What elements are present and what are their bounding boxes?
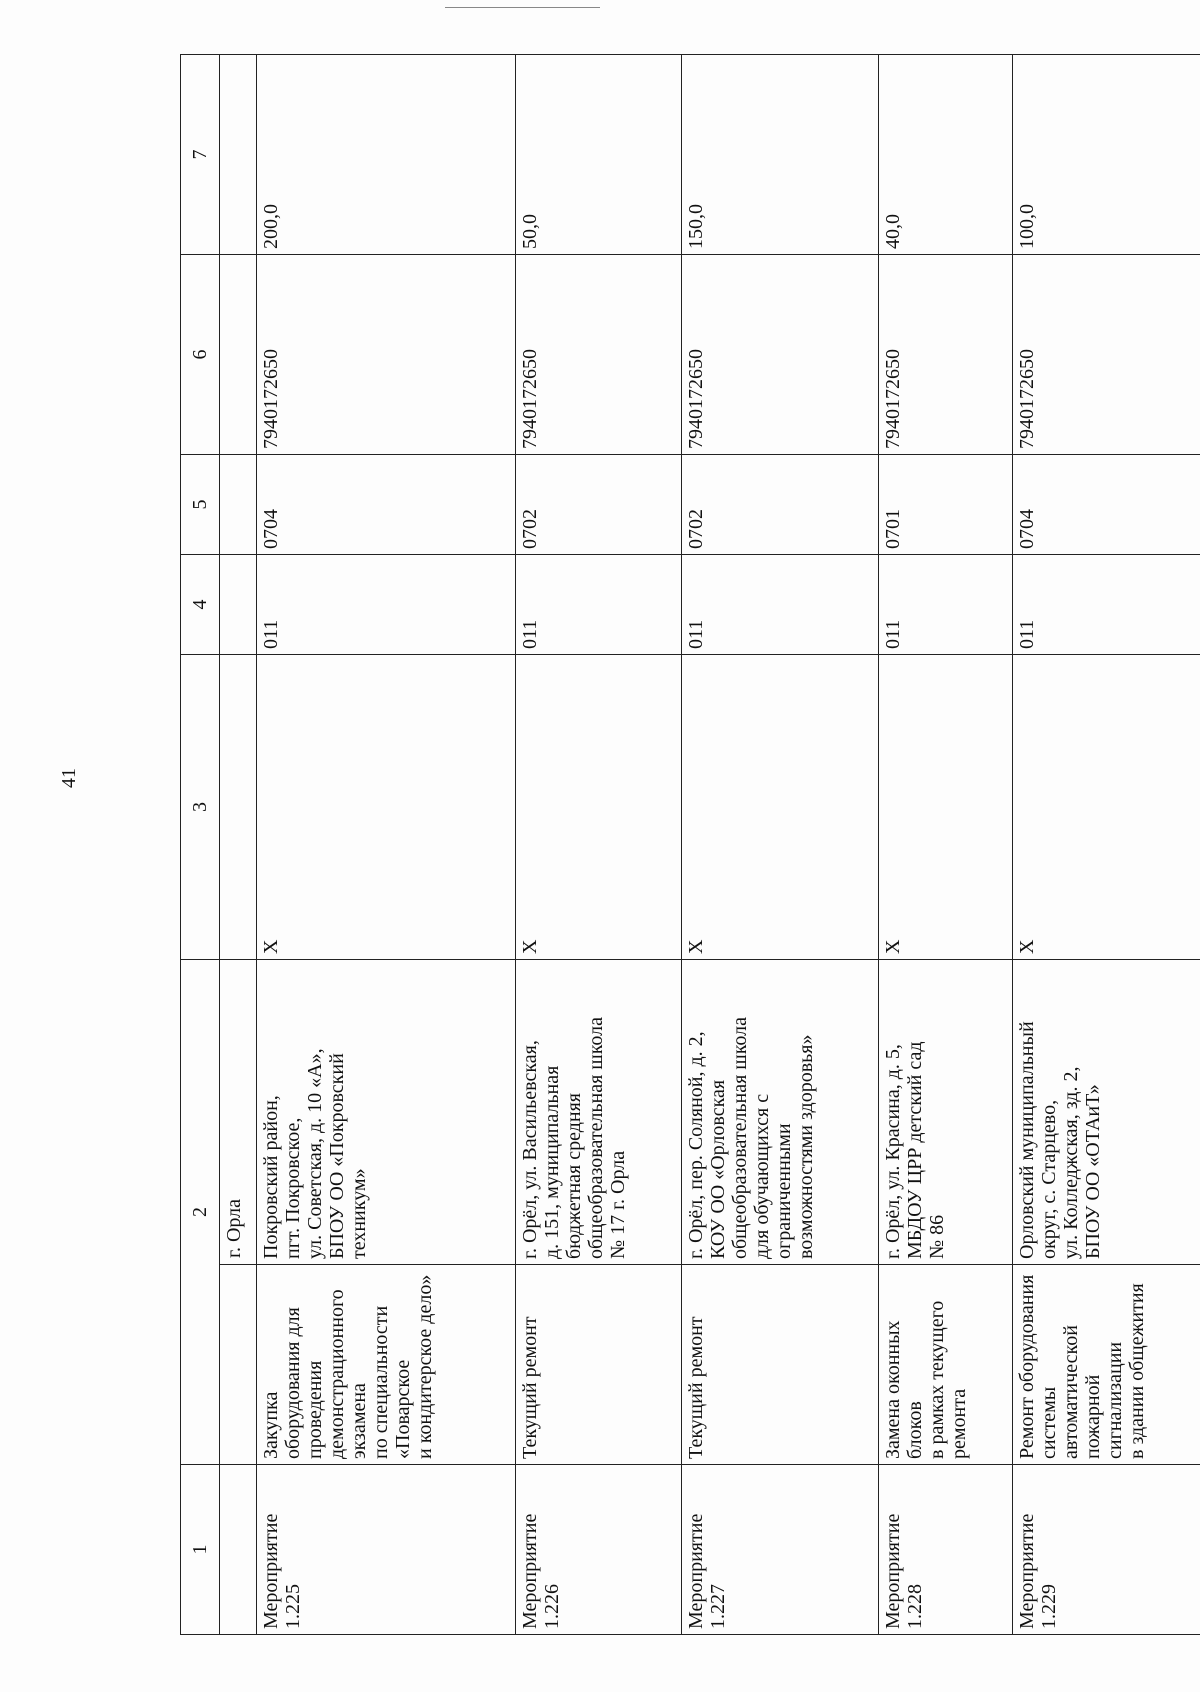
event-id: Мероприятие 1.227 xyxy=(681,1465,878,1635)
empty-cell xyxy=(220,455,257,555)
cell-col4: 011 xyxy=(516,555,682,655)
empty-cell xyxy=(220,1265,257,1465)
col-header-4: 4 xyxy=(181,555,220,655)
cell-col6: 7940172650 xyxy=(681,255,878,455)
cell-col4: 011 xyxy=(681,555,878,655)
cell-col7: 150,0 xyxy=(681,55,878,255)
event-description: Текущий ремонт xyxy=(516,1265,682,1465)
location-row xyxy=(220,55,257,1635)
event-address: Орловский муниципальный округ, с. Старцево, ул. Колледжская, зд. 2, БПОУ ОО «ОТАиТ» xyxy=(1013,960,1200,1265)
empty-cell xyxy=(220,555,257,655)
location-label: г. Орла xyxy=(220,960,257,1265)
cell-col7: 100,0 xyxy=(1013,55,1200,255)
cell-col6: 7940172650 xyxy=(516,255,682,455)
cell-col5: 0704 xyxy=(1013,455,1200,555)
table-row xyxy=(681,55,878,1635)
event-description: Закупка оборудования для проведения демонстрационного экзамена по специальности «Поварское и кондитерское дело» xyxy=(257,1265,516,1465)
col-header-1: 1 xyxy=(181,1465,220,1635)
event-address: г. Орёл, ул. Красина, д. 5, МБДОУ ЦРР детский сад № 86 xyxy=(878,960,1013,1265)
cell-col4: 011 xyxy=(878,555,1013,655)
cell-col4: 011 xyxy=(257,555,516,655)
table-row xyxy=(1013,55,1200,1635)
event-id: Мероприятие 1.226 xyxy=(516,1465,682,1635)
cell-col6: 7940172650 xyxy=(1013,255,1200,455)
empty-cell xyxy=(220,55,257,255)
table-row xyxy=(257,55,516,1635)
event-id: Мероприятие 1.228 xyxy=(878,1465,1013,1635)
event-address: г. Орёл, ул. Васильевская, д. 151, муниципальная бюджетная средняя общеобразовательная школа № 17 г. Орла xyxy=(516,960,682,1265)
cell-col3: Х xyxy=(1013,655,1200,960)
page-number: 41 xyxy=(58,768,80,788)
table-row xyxy=(878,55,1013,1635)
event-description: Текущий ремонт xyxy=(681,1265,878,1465)
cell-col7: 50,0 xyxy=(516,55,682,255)
cell-col5: 0701 xyxy=(878,455,1013,555)
cell-col6: 7940172650 xyxy=(878,255,1013,455)
rotated-table-container xyxy=(180,55,1200,1635)
cell-col5: 0702 xyxy=(681,455,878,555)
cell-col5: 0704 xyxy=(257,455,516,555)
col-header-2: 2 xyxy=(181,960,220,1465)
col-header-5: 5 xyxy=(181,455,220,555)
cell-col7: 40,0 xyxy=(878,55,1013,255)
empty-cell xyxy=(220,255,257,455)
cell-col3: Х xyxy=(878,655,1013,960)
event-description: Ремонт оборудования системы автоматической пожарной сигнализации в здании общежития xyxy=(1013,1265,1200,1465)
col-header-6: 6 xyxy=(181,255,220,455)
event-address: г. Орёл, пер. Соляной, д. 2, КОУ ОО «Орловская общеобразовательная школа для обучающихся с ограниченными возможностями здоровья» xyxy=(681,960,878,1265)
col-header-7: 7 xyxy=(181,55,220,255)
event-description: Замена оконных блоков в рамках текущего ремонта xyxy=(878,1265,1013,1465)
event-id: Мероприятие 1.229 xyxy=(1013,1465,1200,1635)
empty-cell xyxy=(220,1465,257,1635)
empty-cell xyxy=(220,655,257,960)
top-rule xyxy=(445,7,600,8)
event-address: Покровский район, пгт. Покровское, ул. Советская, д. 10 «А», БПОУ ОО «Покровский техникум» xyxy=(257,960,516,1265)
cell-col4: 011 xyxy=(1013,555,1200,655)
cell-col6: 7940172650 xyxy=(257,255,516,455)
cell-col5: 0702 xyxy=(516,455,682,555)
column-number-row xyxy=(181,55,220,1635)
event-id: Мероприятие 1.225 xyxy=(257,1465,516,1635)
cell-col3: Х xyxy=(681,655,878,960)
cell-col3: Х xyxy=(516,655,682,960)
budget-table xyxy=(180,54,1200,1635)
cell-col3: Х xyxy=(257,655,516,960)
cell-col7: 200,0 xyxy=(257,55,516,255)
col-header-3: 3 xyxy=(181,655,220,960)
table-row xyxy=(516,55,682,1635)
